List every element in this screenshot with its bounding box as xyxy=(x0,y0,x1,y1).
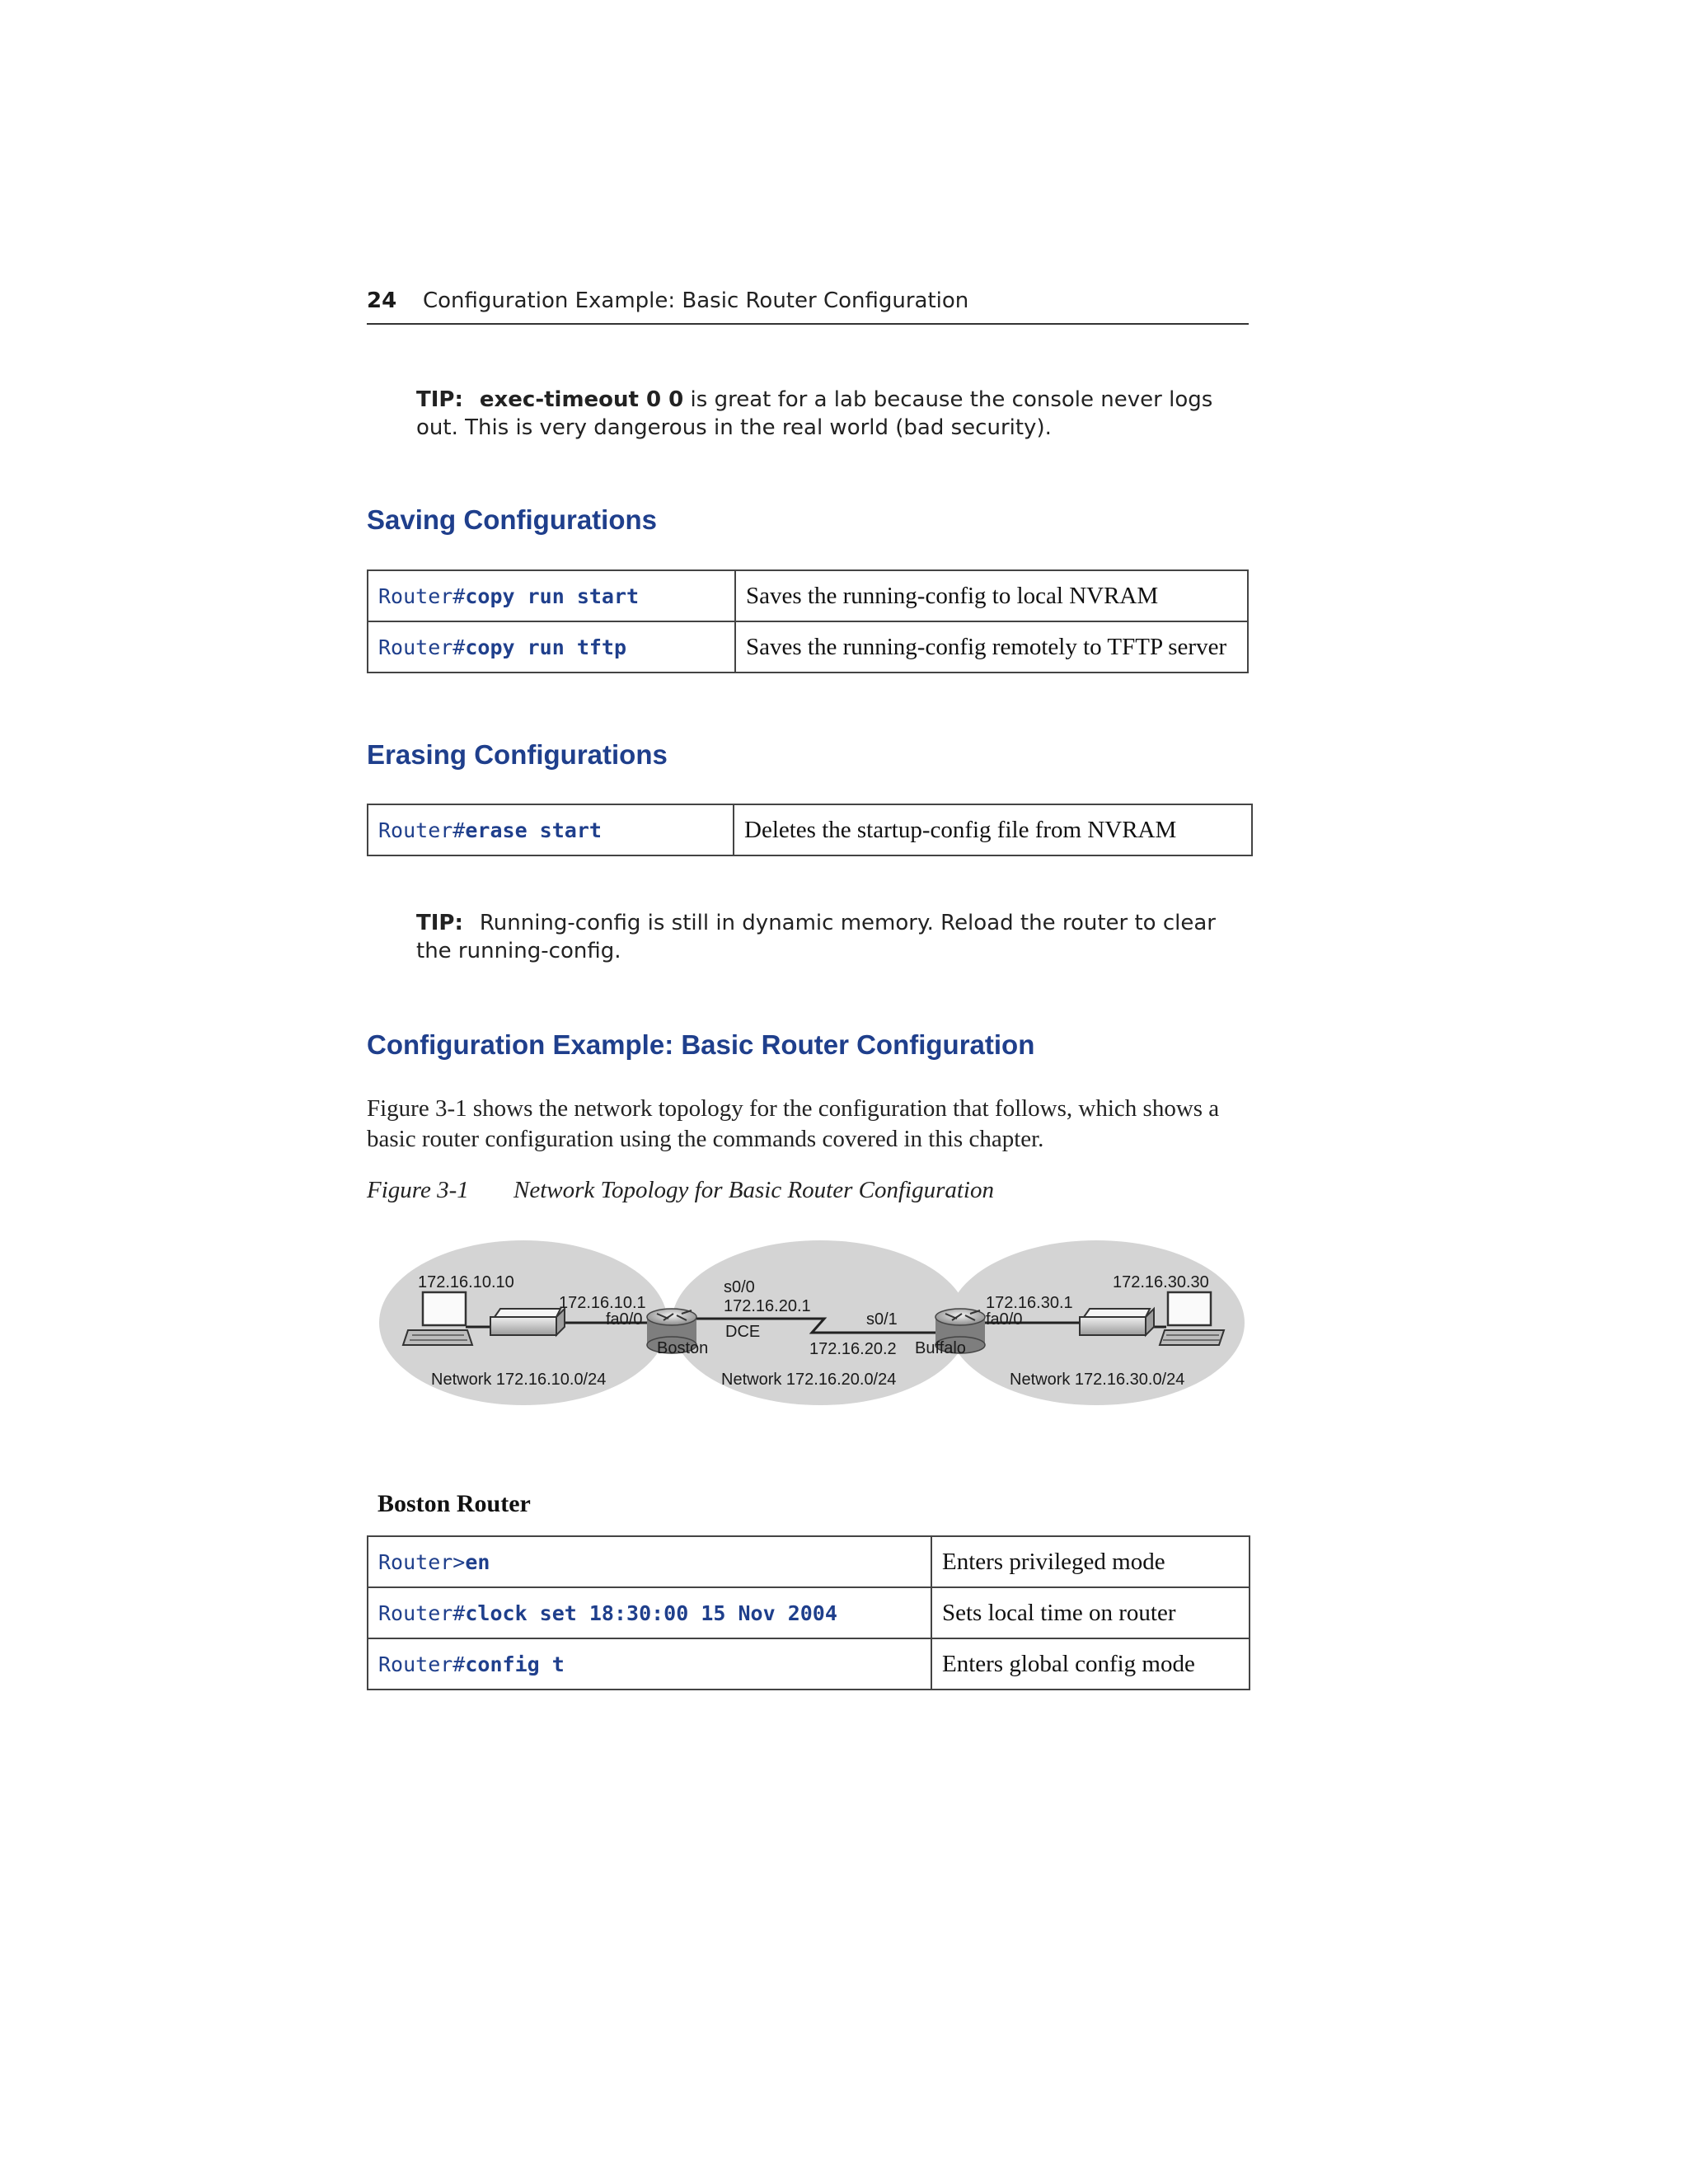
boston-s-if: s0/0 xyxy=(724,1278,755,1296)
table-saving-configurations xyxy=(367,569,1249,673)
tip-label: TIP: xyxy=(416,911,463,935)
table-row xyxy=(368,1638,1250,1690)
switch-icon xyxy=(1080,1309,1154,1335)
boston-s-ip: 172.16.20.1 xyxy=(724,1297,811,1315)
heading-boston-router: Boston Router xyxy=(377,1490,531,1517)
tip-text: Running-config is still in dynamic memory. Reload the router to clear the running-config. xyxy=(416,911,1216,963)
buffalo-fa-ip: 172.16.30.1 xyxy=(986,1294,1073,1312)
network-topology-diagram xyxy=(375,1228,1253,1418)
table-row xyxy=(368,570,1248,621)
boston-name: Boston xyxy=(657,1339,709,1357)
figure-caption xyxy=(367,1177,994,1204)
command-cell xyxy=(368,1587,931,1638)
table-row xyxy=(368,1587,1250,1638)
host-left-ip: 172.16.10.10 xyxy=(418,1273,514,1291)
command: clock set 18:30:00 15 Nov 2004 xyxy=(465,1601,837,1625)
command: erase start xyxy=(465,818,602,842)
figure-title: Network Topology for Basic Router Configuration xyxy=(513,1177,994,1203)
command: copy run tftp xyxy=(465,635,627,659)
tip-label: TIP: xyxy=(416,387,463,412)
description-cell: Enters privileged mode xyxy=(931,1536,1250,1587)
running-header xyxy=(367,288,1249,325)
running-header-title: Configuration Example: Basic Router Configuration xyxy=(423,288,969,313)
buffalo-name: Buffalo xyxy=(915,1339,966,1357)
boston-fa-if: fa0/0 xyxy=(606,1310,643,1329)
command-cell xyxy=(368,1536,931,1587)
boston-fa-ip: 172.16.10.1 xyxy=(559,1294,646,1312)
prompt: Router# xyxy=(378,635,466,659)
description-cell: Sets local time on router xyxy=(931,1587,1250,1638)
example-paragraph: Figure 3-1 shows the network topology for the configuration that follows, which shows a basic router configuration using the commands covered in this chapter. xyxy=(367,1095,1220,1152)
command-cell xyxy=(368,1638,931,1690)
table-row xyxy=(368,621,1248,673)
network-right-label: Network 172.16.30.0/24 xyxy=(1010,1371,1185,1389)
tip-exec-timeout xyxy=(416,386,1249,442)
description-cell: Saves the running-config to local NVRAM xyxy=(735,570,1248,621)
tip-text: is great for a lab because the console never logs out. This is very dangerous in the real world (bad security). xyxy=(416,387,1213,440)
tip-command: exec-timeout 0 0 xyxy=(479,387,684,412)
description-cell: Enters global config mode xyxy=(931,1638,1250,1690)
switch-icon xyxy=(490,1309,565,1335)
dce-label: DCE xyxy=(725,1323,761,1341)
tip-running-config xyxy=(416,909,1249,965)
buffalo-s-if: s0/1 xyxy=(866,1310,898,1329)
figure-number: Figure 3-1 xyxy=(367,1177,469,1203)
buffalo-s-ip: 172.16.20.2 xyxy=(809,1340,897,1358)
description-cell: Saves the running-config remotely to TFTP server xyxy=(735,621,1248,673)
heading-saving-configurations: Saving Configurations xyxy=(367,504,658,535)
heading-configuration-example: Configuration Example: Basic Router Configuration xyxy=(367,1029,1035,1060)
table-row xyxy=(368,1536,1250,1587)
heading-erasing-configurations: Erasing Configurations xyxy=(367,739,668,770)
command-cell xyxy=(368,570,735,621)
description-cell: Deletes the startup-config file from NVRAM xyxy=(734,804,1252,855)
buffalo-fa-if: fa0/0 xyxy=(986,1310,1023,1329)
prompt: Router# xyxy=(378,1652,466,1676)
command-cell xyxy=(368,621,735,673)
table-boston-router xyxy=(367,1535,1250,1690)
prompt: Router# xyxy=(378,818,466,842)
command-cell xyxy=(368,804,734,855)
table-row xyxy=(368,804,1252,855)
network-middle-label: Network 172.16.20.0/24 xyxy=(721,1371,897,1389)
prompt: Router# xyxy=(378,583,466,608)
prompt: Router# xyxy=(378,1601,466,1625)
network-left-label: Network 172.16.10.0/24 xyxy=(431,1371,607,1389)
command: config t xyxy=(465,1652,565,1676)
command: en xyxy=(465,1549,490,1574)
prompt: Router> xyxy=(378,1549,466,1574)
page-number: 24 xyxy=(367,288,397,313)
host-right-ip: 172.16.30.30 xyxy=(1113,1273,1209,1291)
table-erasing-configurations xyxy=(367,804,1253,856)
command: copy run start xyxy=(465,583,640,608)
